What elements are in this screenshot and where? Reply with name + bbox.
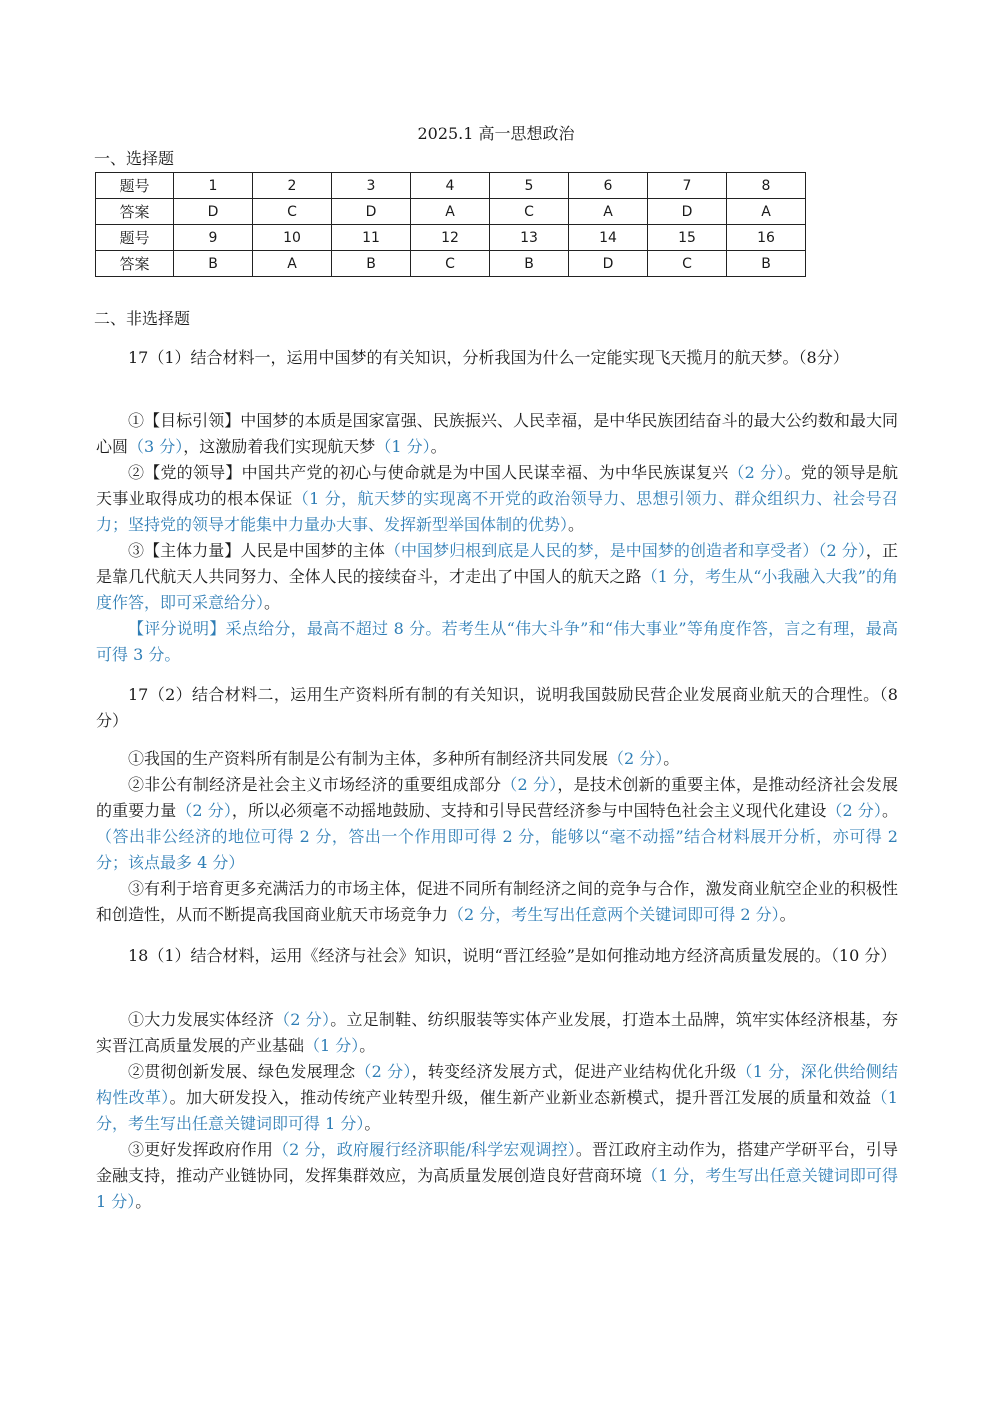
answer-text: ③更好发挥政府作用 bbox=[128, 1140, 273, 1159]
answer-text: ，这激励着我们实现航天梦 bbox=[183, 437, 376, 456]
answer-text: 。 bbox=[359, 1036, 376, 1055]
answer-18-1-point-2 bbox=[96, 1059, 898, 1137]
answer-18-1-point-1 bbox=[96, 1007, 898, 1059]
answer-table-cell: A bbox=[253, 251, 332, 277]
answer-table-cell: 10 bbox=[253, 225, 332, 251]
answer-text: ①我国的生产资料所有制是公有制为主体，多种所有制经济共同发展 bbox=[128, 749, 609, 768]
answer-table-row bbox=[96, 173, 806, 199]
answer-table-cell: 5 bbox=[490, 173, 569, 199]
answer-text: 。立足制鞋、纺织服装等实体产业发展，打造本土品牌，筑牢实体经济根基，夯实晋江高质量发展的产业基础 bbox=[96, 1010, 898, 1055]
answer-table-cell: D bbox=[174, 199, 253, 225]
score-note: （1 分，考生写出任意关键词即可得 1 分） bbox=[96, 1088, 898, 1133]
score-note: （2 分） bbox=[176, 801, 232, 820]
answer-table-cell: A bbox=[727, 199, 806, 225]
answer-text: 。 bbox=[779, 905, 796, 924]
answer-table-cell: 4 bbox=[411, 173, 490, 199]
score-note: （2 分） bbox=[501, 775, 558, 794]
answer-table-cell: 16 bbox=[727, 225, 806, 251]
score-note: （2 分） bbox=[728, 463, 785, 482]
answer-text: ②非公有制经济是社会主义市场经济的重要组成部分 bbox=[128, 775, 502, 794]
answer-text: ②【党的领导】中国共产党的初心与使命就是为中国人民谋幸福、为中华民族谋复兴 bbox=[128, 463, 729, 482]
answer-table-cell: A bbox=[569, 199, 648, 225]
answer-text: ②贯彻创新发展、绿色发展理念 bbox=[128, 1062, 356, 1081]
answer-17-1 bbox=[96, 408, 898, 668]
answer-18-1 bbox=[96, 1007, 898, 1215]
answer-table-cell: 12 bbox=[411, 225, 490, 251]
answer-table-cell: B bbox=[332, 251, 411, 277]
score-note: （1 分，航天梦的实现离不开党的政治领导力、思想引领力、群众组织力、社会号召力；坚持党的领导才能集中力量办大事、发挥新型举国体制的优势） bbox=[96, 489, 898, 534]
score-note: （2 分） bbox=[274, 1010, 331, 1029]
score-note: （1 分） bbox=[375, 437, 431, 456]
answer-text: 。 bbox=[364, 1114, 381, 1133]
answer-table-row-label: 答案 bbox=[96, 199, 174, 225]
answer-table-cell: D bbox=[569, 251, 648, 277]
section-heading-multiple-choice: 一、选择题 bbox=[94, 149, 175, 168]
answer-17-1-point-2 bbox=[96, 460, 898, 538]
answer-table-row-label: 答案 bbox=[96, 251, 174, 277]
score-note: （1 分，深化供给侧结构性改革） bbox=[96, 1062, 898, 1107]
question-18-1 bbox=[96, 943, 898, 969]
answer-table-row bbox=[96, 251, 806, 277]
answer-table-cell: 15 bbox=[648, 225, 727, 251]
answer-text: ③有利于培育更多充满活力的市场主体，促进不同所有制经济之间的竞争与合作，激发商业航空企业的积极性和创造性，从而不断提高我国商业航天市场竞争力 bbox=[96, 879, 898, 924]
answer-table-cell: B bbox=[727, 251, 806, 277]
question-17-2 bbox=[96, 682, 898, 734]
answer-text: ，转变经济发展方式，促进产业结构优化升级 bbox=[411, 1062, 737, 1081]
answer-table-cell: C bbox=[253, 199, 332, 225]
score-note: （3 分） bbox=[128, 437, 184, 456]
answer-table-row-label: 题号 bbox=[96, 173, 174, 199]
score-note: （1 分，考生从“小我融入大我”的角度作答，即可采意给分） bbox=[96, 567, 898, 612]
answer-table-row-label: 题号 bbox=[96, 225, 174, 251]
answer-table-cell: 14 bbox=[569, 225, 648, 251]
score-note: （1 分，考生写出任意关键词即可得 1 分） bbox=[96, 1166, 898, 1211]
score-note: （2 分，政府履行经济职能/科学宏观调控） bbox=[273, 1140, 576, 1159]
answer-17-2-point-3 bbox=[96, 876, 898, 928]
answer-text: 。 bbox=[135, 1192, 152, 1211]
question-17-1-prompt: 17（1）结合材料一，运用中国梦的有关知识，分析我国为什么一定能实现飞天揽月的航天梦。（8分） bbox=[128, 348, 849, 367]
answer-table-cell: C bbox=[490, 199, 569, 225]
answer-table-cell: 6 bbox=[569, 173, 648, 199]
answer-table-cell: 8 bbox=[727, 173, 806, 199]
score-note: （2 分） bbox=[608, 749, 664, 768]
answer-table-cell: 13 bbox=[490, 225, 569, 251]
score-note: （中国梦归根到底是人民的梦，是中国梦的创造者和享受者）（2 分） bbox=[384, 541, 866, 560]
answer-text: ①【目标引领】中国梦的本质是国家富强、民族振兴、人民幸福，是中华民族团结奋斗的最大公约数和最大同心圆 bbox=[96, 411, 898, 456]
answer-table bbox=[95, 172, 806, 277]
answer-table-cell: B bbox=[174, 251, 253, 277]
score-note: （1 分） bbox=[304, 1036, 360, 1055]
answer-text: ，是技术创新的重要主体，是推动经济社会发展的重要力量 bbox=[96, 775, 898, 820]
answer-text: 。 bbox=[568, 515, 585, 534]
score-note: （2 分，考生写出任意两个关键词即可得 2 分） bbox=[448, 905, 780, 924]
answer-text: 。 bbox=[430, 437, 447, 456]
answer-text: 。党的领导是航天事业取得成功的根本保证 bbox=[96, 463, 898, 508]
question-18-1-prompt: 18（1）结合材料，运用《经济与社会》知识，说明“晋江经验”是如何推动地方经济高质量发展的。（10 分） bbox=[128, 946, 897, 965]
answer-text: ③【主体力量】人民是中国梦的主体 bbox=[128, 541, 385, 560]
section-heading-non-choice: 二、非选择题 bbox=[94, 309, 191, 328]
answer-text: ，所以必须毫不动摇地鼓励、支持和引导民营经济参与中国特色社会主义现代化建设 bbox=[231, 801, 827, 820]
answer-table-row bbox=[96, 225, 806, 251]
answer-text: ，正是靠几代航天人共同努力、全体人民的接续奋斗，才走出了中国人的航天之路 bbox=[96, 541, 898, 586]
scoring-explanation-17-1: 【评分说明】采点给分，最高不超过 8 分。若考生从“伟大斗争”和“伟大事业”等角度作答，言之有理，最高可得 3 分。 bbox=[96, 619, 898, 664]
question-17-1 bbox=[96, 345, 898, 371]
answer-text: 。 bbox=[881, 801, 898, 820]
score-note: （2 分） bbox=[826, 801, 882, 820]
score-note: （答出非公经济的地位可得 2 分，答出一个作用即可得 2 分，能够以“毫不动摇”结合材料展开分析，亦可得 2 分；该点最多 4 分） bbox=[96, 827, 898, 872]
question-17-2-prompt: 17（2）结合材料二，运用生产资料所有制的有关知识，说明我国鼓励民营企业发展商业航天的合理性。（8 分） bbox=[96, 685, 898, 730]
answer-text: 。 bbox=[264, 593, 281, 612]
answer-table-cell: C bbox=[648, 251, 727, 277]
answer-17-2-point-2 bbox=[96, 772, 898, 876]
answer-table-cell: 7 bbox=[648, 173, 727, 199]
answer-text: ①大力发展实体经济 bbox=[128, 1010, 275, 1029]
answer-text: 。晋江政府主动作为，搭建产学研平台，引导金融支持，推动产业链协同，发挥集群效应，为高质量发展创造良好营商环境 bbox=[96, 1140, 898, 1185]
answer-text: 。加大研发投入，推动传统产业转型升级，催生新产业新业态新模式，提升晋江发展的质量和效益 bbox=[169, 1088, 872, 1107]
score-note: （2 分） bbox=[355, 1062, 412, 1081]
answer-table-cell: 3 bbox=[332, 173, 411, 199]
answer-17-2-point-1 bbox=[96, 746, 898, 772]
answer-table-cell: 1 bbox=[174, 173, 253, 199]
answer-table-cell: C bbox=[411, 251, 490, 277]
answer-table-row bbox=[96, 199, 806, 225]
answer-table-cell: 9 bbox=[174, 225, 253, 251]
answer-table-cell: D bbox=[648, 199, 727, 225]
page-title: 2025.1 高一思想政治 bbox=[417, 124, 575, 143]
answer-18-1-point-3 bbox=[96, 1137, 898, 1215]
answer-table-cell: B bbox=[490, 251, 569, 277]
answer-17-2 bbox=[96, 746, 898, 928]
answer-table-cell: 2 bbox=[253, 173, 332, 199]
answer-17-1-point-1 bbox=[96, 408, 898, 460]
answer-table-cell: 11 bbox=[332, 225, 411, 251]
answer-text: 。 bbox=[663, 749, 680, 768]
answer-table-cell: A bbox=[411, 199, 490, 225]
answer-17-1-point-3 bbox=[96, 538, 898, 616]
answer-table-cell: D bbox=[332, 199, 411, 225]
